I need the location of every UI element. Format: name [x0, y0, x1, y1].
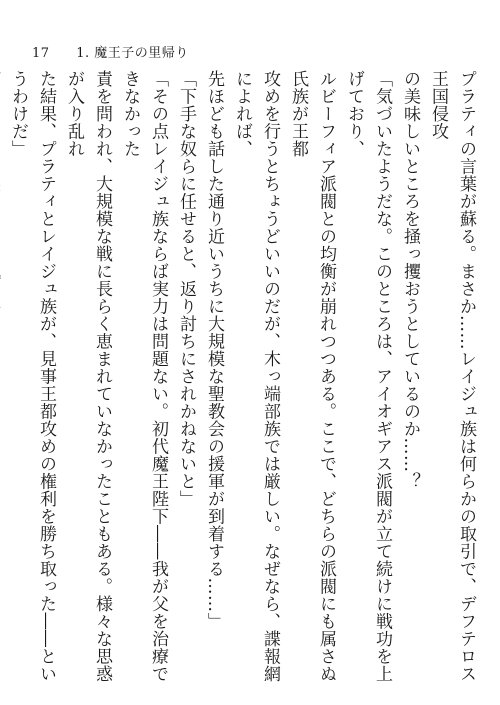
text-line: 「下手な奴らに任せると、返り討ちにされかねないと」 [176, 70, 196, 508]
text-line: 「気づいたようだな。このところは、アイオギアス派閥が立て続けに戦功を上げており、 [344, 70, 392, 683]
vertical-text-column [8, 70, 480, 690]
text-line: ルビーフィア派閥との均衡が崩れつつある。ここで、どちらの派閥にも属さぬ氏族が王都 [288, 70, 336, 683]
text-line [0, 70, 4, 690]
text-line: 責を問われ、大規模な戦に長らく恵まれていなかったこともある。様々な思惑が入り乱れ [64, 70, 112, 683]
text-line: た結果、プラティとレイジュ族が、見事王都攻めの権利を勝ち取った――というわけだ」 [8, 70, 56, 683]
text-line: 「その点レイジュ族ならば実力は問題ない。初代魔王陛下――我が父を治療できなかった [120, 70, 168, 683]
text-line: プラティの言葉が蘇る。まさか……レイジュ族は何らかの取引で、デフテロス王国侵攻 [428, 70, 476, 683]
text-line: 先ほども話した通り近いうちに大規模な聖教会の援軍が到着する……」 [204, 70, 224, 630]
page-body [8, 70, 480, 695]
page-number: 17 [32, 46, 50, 61]
chapter-title: 1. 魔王子の里帰り [76, 46, 189, 61]
text-line: 攻めを行うとちょうどいいのだが、木っ端部族では厳しい。なぜなら、諜報網によれば、 [232, 70, 280, 683]
page-header [32, 42, 189, 61]
text-line: の美味しいところを掻っ攫おうとしているのか……？ [400, 70, 420, 490]
